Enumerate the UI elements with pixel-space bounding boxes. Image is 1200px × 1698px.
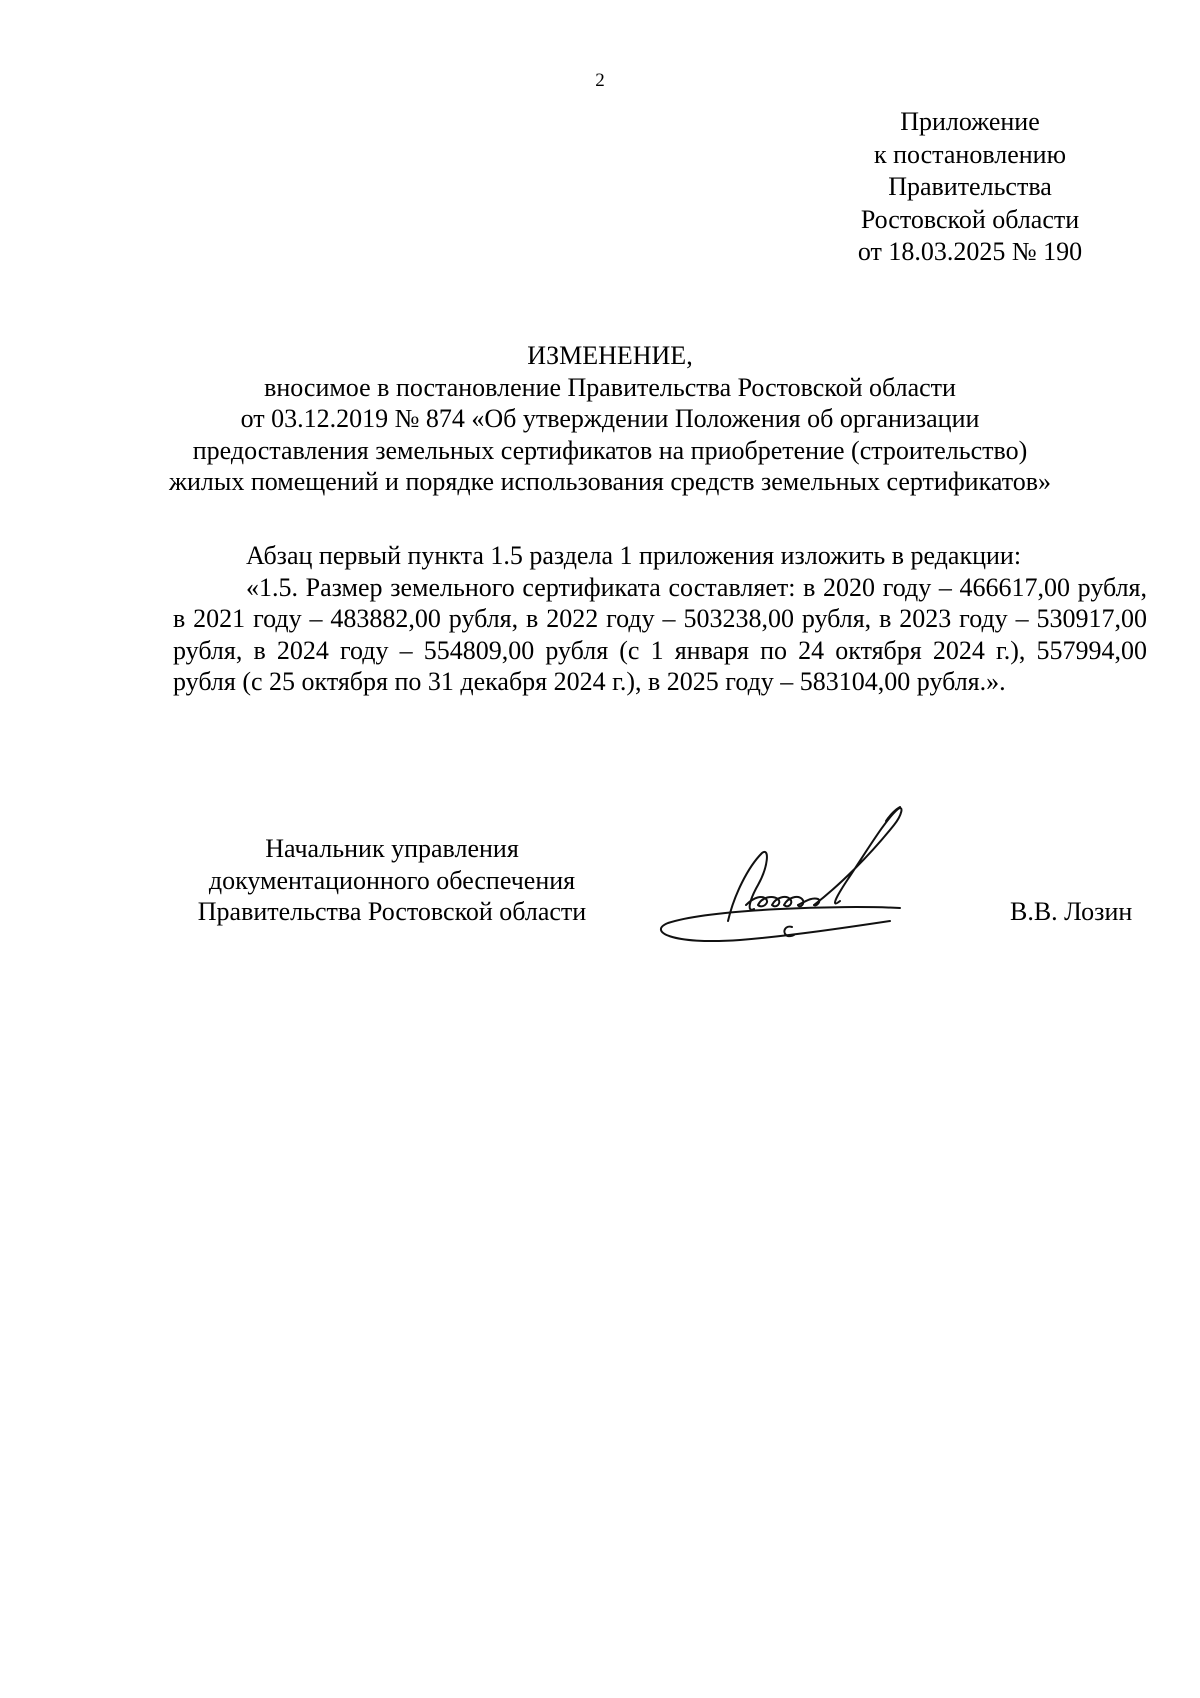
appendix-line: Приложение	[900, 107, 1040, 136]
change-line: вносимое в постановление Правительства Ростовской области	[264, 372, 956, 402]
page-number: 2	[595, 70, 605, 91]
appendix-line: от 18.03.2025 № 190	[857, 237, 1083, 266]
appendix-line: к постановлению	[873, 139, 1067, 169]
position-line: Правительства Ростовской области	[197, 897, 587, 926]
change-heading	[150, 340, 1070, 498]
change-title: ИЗМЕНЕНИЕ,	[527, 341, 693, 370]
document-body	[173, 540, 1147, 698]
appendix-heading	[800, 106, 1140, 269]
change-line: предоставления земельных сертификатов на приобретение (строительство)	[192, 435, 1028, 465]
change-line: жилых помещений и порядке использования средств земельных сертификатов»	[169, 467, 1051, 496]
change-line: от 03.12.2019 № 874 «Об утверждении Положения об организации	[240, 404, 980, 433]
position-line: документационного обеспечения	[208, 865, 576, 895]
handwritten-signature	[650, 805, 980, 965]
appendix-line: Ростовской области	[860, 204, 1080, 234]
signer-name: В.В. Лозин	[1010, 897, 1133, 926]
body-paragraph-intro: Абзац первый пункта 1.5 раздела 1 приложения изложить в редакции:	[246, 541, 1022, 570]
position-line: Начальник управления	[265, 834, 519, 863]
body-paragraph-quote: «1.5. Размер земельного сертификата составляет: в 2020 году – 466617,00 рубля, в 2021 году – 483882,00 рубля, в 2022 году – 503238,00 рубля, в 2023 году – 530917,00 рубля, в 2024 году – 554809,00 рубля (с 1 января по 24 октября 2024 г.), 557994,00 рубля (с 25 октября по 31 декабря 2024 г.), в 2025 году – 583104,00 рубля.».	[173, 572, 1147, 696]
signatory-position	[172, 833, 612, 928]
appendix-line: Правительства	[888, 172, 1052, 201]
